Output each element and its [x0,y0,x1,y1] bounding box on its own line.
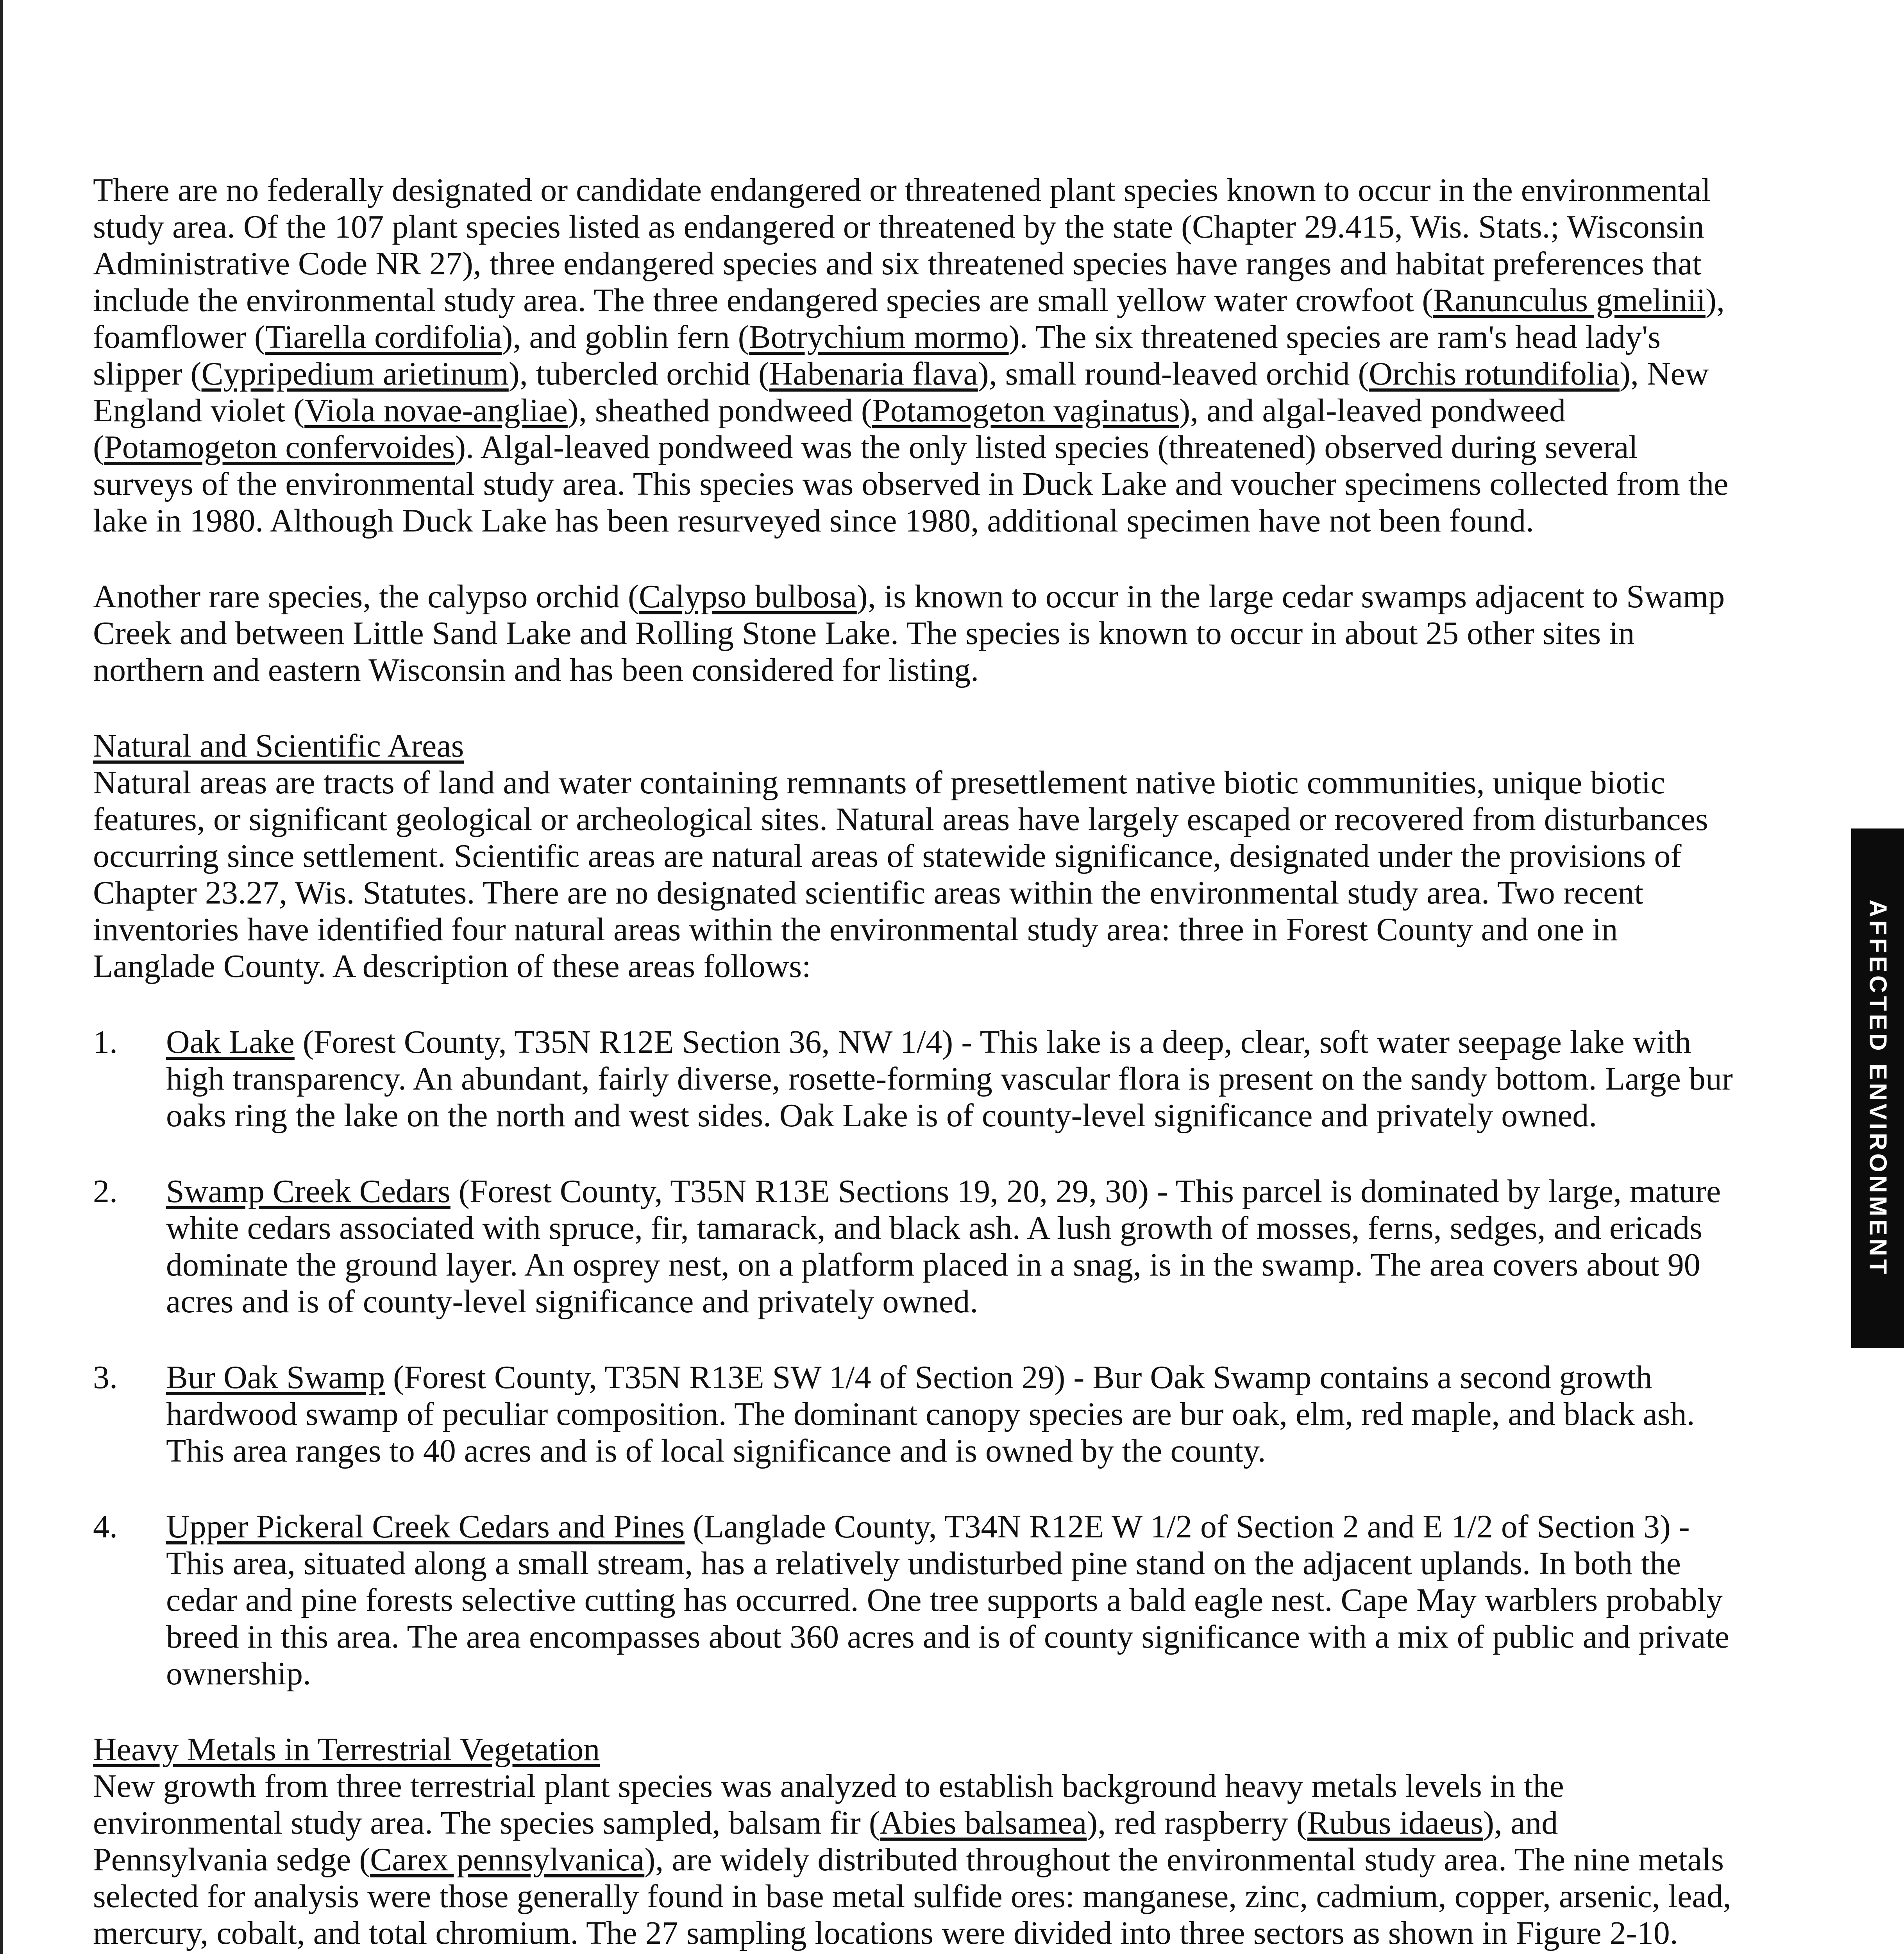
text-run: ), red raspberry ( [1087,1805,1307,1841]
text-run: ), tubercled orchid ( [508,356,769,392]
list-item [93,1359,1734,1469]
species-name: Tiarella cordifolia [265,319,502,355]
text-run: ), foamflower ( [93,282,1725,355]
text-run: ), is known to occur in the large cedar swamps adjacent to Swamp Creek and between Little Sand Lake and Rolling Stone Lake. The species is known to occur in about 25 other sites in northern and eastern Wisconsin and has been considered for listing. [93,578,1725,688]
species-name: Orchis rotundifolia [1369,356,1620,392]
species-name: Botrychium mormo [749,319,1009,355]
list-item-number: 1. [93,1024,118,1060]
page-body [93,172,1734,1952]
list-item [93,1173,1734,1320]
page-edge [0,0,3,1954]
text-run: ). Algal-leaved pondweed was the only listed species (threatened) observed during several surveys of the environmental study area. This species was observed in Duck Lake and voucher specimens collected from the lake in 1980. Although Duck Lake has been resurveyed since 1980, additional specimen have not been found. [93,429,1729,539]
species-name: Abies balsamea [880,1805,1087,1841]
natural-areas-section [93,728,1734,985]
species-name: Potamogeton confervoides [104,429,455,465]
text-run: ). The six threatened species are ram's head lady's slipper ( [93,319,1661,392]
text-run: ), and goblin fern ( [502,319,749,355]
species-name: Viola novae-angliae [304,392,568,429]
area-name: Bur Oak Swamp [166,1359,385,1396]
heavy-metals-heading: Heavy Metals in Terrestrial Vegetation [93,1731,600,1768]
paragraph-endangered-species [93,172,1734,539]
species-name: Potamogeton vaginatus [872,392,1180,429]
species-name: Rubus idaeus [1307,1805,1483,1841]
list-item-number: 2. [93,1173,118,1210]
list-item [93,1508,1734,1692]
list-item-number: 3. [93,1359,118,1396]
text-run: New growth from three terrestrial plant species was analyzed to establish background heavy metals levels in the environmental study area. The species sampled, balsam fir ( [93,1768,1564,1841]
area-description: (Forest County, T35N R13E Sections 19, 20, 29, 30) - This parcel is dominated by large, mature white cedars associated with spruce, fir, tamarack, and black ash. A lush growth of mosses, ferns, sedges, and ericads dominate the ground layer. An osprey nest, on a platform placed in a snag, is in the swamp. The area covers about 90 acres and is of county-level significance and privately owned. [166,1173,1721,1320]
heavy-metals-section [93,1731,1734,1952]
text-run: ), are widely distributed throughout the environmental study area. The nine metals selected for analysis were those generally found in base metal sulfide ores: manganese, zinc, cadmium, copper, arsenic, lead, mercury, cobalt, and total chromium. The 27 sampling locations were divided into three sectors as shown in Figure 2-10. [93,1841,1731,1951]
list-item [93,1024,1734,1134]
paragraph-calypso-orchid [93,578,1734,689]
section-side-tab [1851,828,1904,1348]
heavy-metals-body [93,1768,1734,1952]
area-name: Oak Lake [166,1024,295,1060]
species-name: Cypripedium arietinum [201,356,509,392]
species-name: Carex pennsylvanica [370,1841,645,1878]
natural-areas-intro: Natural areas are tracts of land and water containing remnants of presettlement native biotic communities, unique biotic features, or significant geological or archeological sites. Natural areas have largely escaped or recovered from disturbances occurring since settlement. Scientific areas are natural areas of statewide significance, designated under the provisions of Chapter 23.27, Wis. Statutes. There are no designated scientific areas within the environmental study area. Two recent inventories have identified four natural areas within the environmental study area: three in Forest County and one in Langlade County. A description of these areas follows: [93,764,1708,984]
text-run: ), and algal-leaved pondweed ( [93,392,1566,465]
species-name: Calypso bulbosa [639,578,857,615]
area-description: (Langlade County, T34N R12E W 1/2 of Section 2 and E 1/2 of Section 3) - This area, situated along a small stream, has a relatively undisturbed pine stand on the adjacent uplands. In both the cedar and pine forests selective cutting has occurred. One tree supports a bald eagle nest. Cape May warblers probably breed in this area. The area encompasses about 360 acres and is of county significance with a mix of public and private ownership. [166,1508,1730,1692]
side-tab-label: AFFECTED ENVIRONMENT [1864,900,1891,1277]
text-run: ), small round-leaved orchid ( [978,356,1369,392]
species-name: Habenaria flava [769,356,978,392]
species-name: Ranunculus gmelinii [1433,282,1706,319]
natural-areas-heading: Natural and Scientific Areas [93,728,464,764]
text-run: ), sheathed pondweed ( [567,392,872,429]
list-item-number: 4. [93,1508,118,1545]
area-name: Upper Pickeral Creek Cedars and Pines [166,1508,685,1545]
area-name: Swamp Creek Cedars [166,1173,451,1210]
text-run: ), and Pennsylvania sedge ( [93,1805,1558,1878]
text-run: ), New England violet ( [93,356,1709,429]
text-run: Another rare species, the calypso orchid ( [93,578,639,615]
natural-areas-list [93,1024,1734,1692]
text-run: There are no federally designated or candidate endangered or threatened plant species known to occur in the environmental study area. Of the 107 plant species listed as endangered or threatened by the state (Chapter 29.415, Wis. Stats.; Wisconsin Administrative Code NR 27), three endangered species and six threatened species have ranges and habitat preferences that include the environmental study area. The three endangered species are small yellow water crowfoot ( [93,172,1711,319]
area-description: (Forest County, T35N R12E Section 36, NW 1/4) - This lake is a deep, clear, soft water seepage lake with high transparency. An abundant, fairly diverse, rosette-forming vascular flora is present on the sandy bottom. Large bur oaks ring the lake on the north and west sides. Oak Lake is of county-level significance and privately owned. [166,1024,1733,1134]
area-description: (Forest County, T35N R13E SW 1/4 of Section 29) - Bur Oak Swamp contains a second growth hardwood swamp of peculiar composition. The dominant canopy species are bur oak, elm, red maple, and black ash. This area ranges to 40 acres and is of local significance and is owned by the county. [166,1359,1695,1469]
